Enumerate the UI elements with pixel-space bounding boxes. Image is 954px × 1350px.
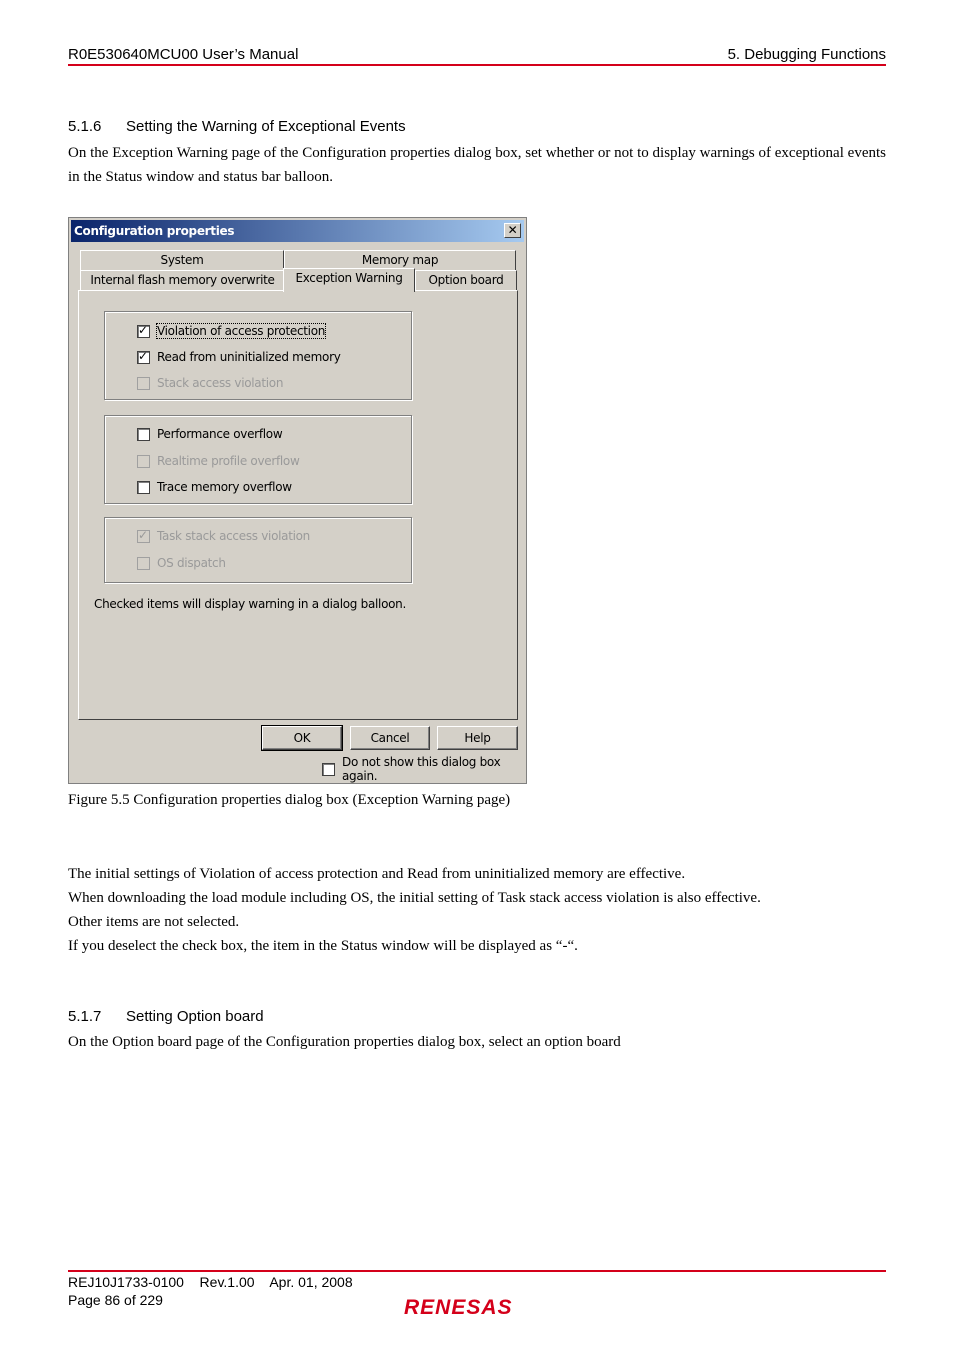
tab-option-board[interactable]: Option board	[415, 270, 517, 290]
checkbox-label: Trace memory overflow	[157, 480, 292, 494]
tab-exception-warning[interactable]: Exception Warning	[283, 268, 415, 292]
section-body-516: On the Exception Warning page of the Configuration properties dialog box, set whether or not to display warnings of exceptional events in the Status window and status bar balloon.	[68, 145, 886, 185]
ok-button[interactable]: OK	[262, 726, 342, 750]
page-header	[68, 44, 886, 66]
section-heading-517	[68, 1008, 264, 1025]
check-icon: ✓	[138, 322, 148, 337]
doc-id: REJ10J1733-0100	[68, 1274, 184, 1290]
chapter-title: 5. Debugging Functions	[727, 46, 886, 63]
checkbox-box	[137, 527, 150, 543]
exception-warning-panel	[78, 290, 518, 720]
checkbox-box	[137, 377, 150, 390]
checkbox-trace-memory-overflow[interactable]	[137, 479, 292, 495]
doc-date: Apr. 01, 2008	[269, 1274, 353, 1290]
checkbox-read-uninitialized-memory[interactable]	[137, 349, 341, 365]
checkbox-box[interactable]	[137, 428, 150, 441]
tab-internal-flash-memory-overwrite[interactable]: Internal flash memory overwrite	[80, 270, 285, 290]
checkbox-box[interactable]	[322, 763, 335, 776]
checkbox-task-stack-access-violation	[137, 528, 310, 544]
footer-doc-info	[68, 1274, 353, 1290]
checkbox-violation-access-protection[interactable]	[137, 323, 325, 339]
checkbox-label: Read from uninitialized memory	[157, 350, 341, 364]
figure-caption: Figure 5.5 Configuration properties dialog box (Exception Warning page)	[68, 792, 511, 808]
section-title: Setting the Warning of Exceptional Events	[126, 118, 406, 135]
section-number: 5.1.6	[68, 118, 102, 135]
tab-system[interactable]: System	[80, 250, 284, 270]
help-button[interactable]: Help	[437, 726, 518, 750]
check-icon: ✓	[138, 527, 148, 542]
dialog-title: Configuration properties	[74, 224, 235, 238]
manual-title: R0E530640MCU00 User’s Manual	[68, 46, 299, 63]
checkbox-box	[137, 455, 150, 468]
group-memory-access	[104, 311, 412, 400]
header-rule	[68, 64, 886, 66]
checkbox-dont-show-again[interactable]	[322, 755, 526, 783]
checkbox-performance-overflow[interactable]	[137, 426, 282, 442]
section-heading-516	[68, 118, 406, 135]
close-icon[interactable]: ✕	[504, 223, 521, 238]
note-line-3: Other items are not selected.	[68, 914, 240, 930]
footer-rule	[68, 1270, 886, 1272]
checkbox-label: Realtime profile overflow	[157, 454, 300, 468]
doc-rev: Rev.1.00	[199, 1274, 255, 1290]
group-os	[104, 517, 412, 583]
checkbox-label: Stack access violation	[157, 376, 284, 390]
group-overflow	[104, 415, 412, 504]
renesas-logo	[404, 1294, 554, 1318]
section-number: 5.1.7	[68, 1008, 102, 1025]
section-title: Setting Option board	[126, 1008, 264, 1025]
checkbox-stack-access-violation	[137, 375, 283, 391]
checkbox-box[interactable]	[137, 481, 150, 494]
checkbox-label: Task stack access violation	[157, 529, 310, 543]
checkbox-box[interactable]	[137, 348, 150, 364]
note-line-4: If you deselect the check box, the item in the Status window will be displayed as “-“.	[68, 938, 578, 954]
checkbox-label: OS dispatch	[157, 556, 226, 570]
note-line-1: The initial settings of Violation of access protection and Read from uninitialized memory are effective.	[68, 866, 686, 882]
note-line-2: When downloading the load module including OS, the initial setting of Task stack access violation is also effective.	[68, 890, 761, 906]
checkbox-box[interactable]	[137, 322, 150, 338]
panel-note: Checked items will display warning in a dialog balloon.	[94, 597, 406, 611]
checkbox-label: Do not show this dialog box again.	[342, 755, 501, 783]
checkbox-realtime-profile-overflow	[137, 453, 300, 469]
configuration-properties-dialog	[68, 217, 527, 784]
tab-memory-map[interactable]: Memory map	[284, 250, 516, 270]
checkbox-box	[137, 557, 150, 570]
checkbox-label: Performance overflow	[157, 427, 283, 441]
checkbox-label: Violation of access protection	[157, 324, 326, 338]
checkbox-os-dispatch	[137, 555, 226, 571]
cancel-button[interactable]: Cancel	[350, 726, 430, 750]
dialog-title-bar	[71, 220, 524, 242]
section-body-517: On the Option board page of the Configuration properties dialog box, select an option board	[68, 1034, 621, 1050]
check-icon: ✓	[138, 348, 148, 363]
logo-text: RENESAS	[404, 1296, 513, 1318]
page-number: Page 86 of 229	[68, 1292, 163, 1308]
